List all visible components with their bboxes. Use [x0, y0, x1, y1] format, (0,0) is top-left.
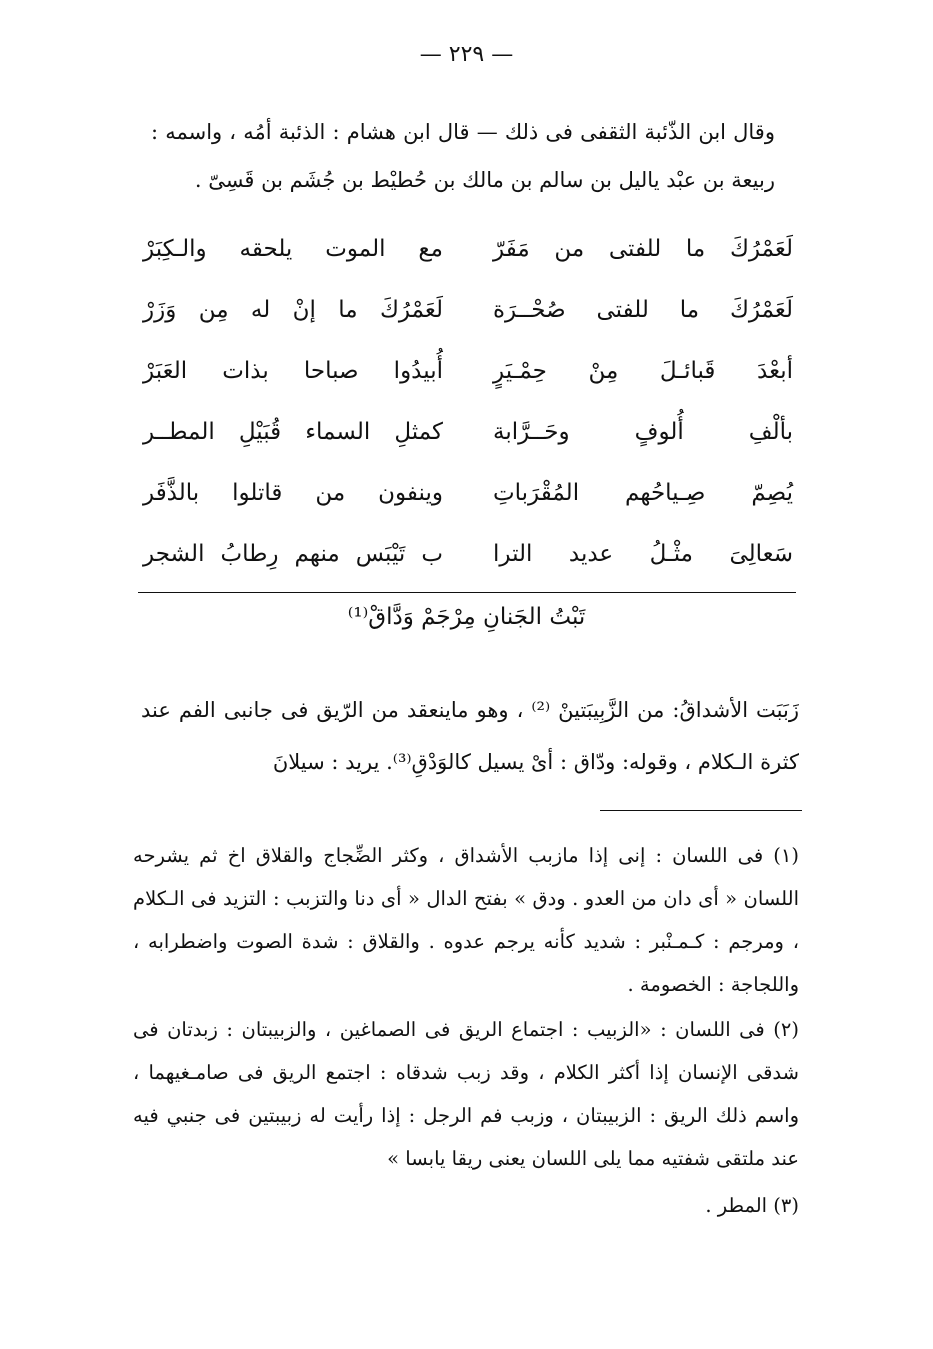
- verse-4-first-hemistich: بألْفِ أُلوفٍ وحَــرَّابة: [493, 419, 793, 445]
- verse-6-first-hemistich: سَعالِىَ مثْـلُ عديد الترا: [493, 541, 793, 567]
- footnotes: [133, 834, 799, 1229]
- verse-1-second-hemistich: مع الموت يلحقه والـكِبَرْ: [143, 236, 443, 262]
- verse-5-first-hemistich: يُصِمّ صِـياحُهم المُقْرَباتِ: [493, 480, 793, 506]
- verse-3: [143, 350, 793, 411]
- verse-5: [143, 472, 793, 533]
- page-number: — ٢٢٩ —: [419, 42, 514, 67]
- footnote-2: (٢) فى اللسان : «الزبيب : اجتماع الريق فى الصماغين ، والزبيبتان : زبدتان فى شدقى الإنسان إذا أكثر الكلام ، وقد زبب شدقاه : اجتمع الريق فى صامـغيهما ، واسم ذلك الريق : الزبيبتان ، وزبب فم الرجل : إذا رأيت له زبيبتين فى جنبي فيه عند ملتقى شفتيه مما يلى اللسان يعنى ريقا يابسا »: [133, 1018, 799, 1170]
- footnote-3: (٣) المطر .: [705, 1194, 799, 1217]
- quoted-verse: تَبْتُ الجَنانِ مِرْجَمْ وَدَّاقْ⁽¹⁾: [347, 604, 586, 630]
- poem: [143, 228, 793, 594]
- verse-3-second-hemistich: أُبيدُوا صباحا بذات العَبَرْ: [143, 358, 443, 384]
- verse-6: [143, 533, 793, 594]
- verse-1: [143, 228, 793, 289]
- verse-2-second-hemistich: لَعَمْرُكَ ما إنْ له مِن وَزَرْ: [143, 297, 443, 323]
- verse-5-second-hemistich: وينفون من قاتلوا بالذَّفَر: [143, 480, 443, 506]
- verse-4-second-hemistich: كمثلِ السماء قُبَيْلِ المطــر: [143, 419, 443, 445]
- footnote-1: (١) فى اللسان : إنى إذا مازبب الأشداق ، وكثر الضِّجاج والقلاق اخ ثم يشرحه اللسان « أى دان من العدو . ودق » بفتح الدال « أى دنا والتزبب : التزيد فى الـكلام ، ومرجم : كـمـنْبر : شديد كأنه يرجم عدوه . والقلاق : شدة الصوت واضطرابه ، واللجاجة : الخصومة .: [133, 844, 799, 996]
- verse-2: [143, 289, 793, 350]
- section-divider: [138, 592, 796, 593]
- verse-3-first-hemistich: أبعْدَ قَبائـلَ مِنْ حِمْـيَرٍ: [493, 358, 793, 384]
- verse-1-first-hemistich: لَعَمْرُكَ ما للفتى من مَفَرّ: [493, 236, 793, 262]
- intro-paragraph: وقال ابن الذّئبة الثقفى فى ذلك — قال ابن هشام : الذئبة أمُه ، واسمه : ربيعة بن عبْد ياليل بن سالم بن مالك بن حُطيْط بن جُشَم بن قَسِىّ .: [151, 120, 775, 192]
- verse-4: [143, 411, 793, 472]
- verse-2-first-hemistich: لَعَمْرُكَ ما للفتى صُحْــرَة: [493, 297, 793, 323]
- verse-6-second-hemistich: ب تَيْبَس منهم رِطابُ الشجر: [143, 541, 443, 567]
- footnote-divider: [600, 810, 802, 811]
- commentary-paragraph: زَبَبَت الأشداقُ: من الزَّبِيبَتينْ ⁽²⁾ ، وهو ماينعقد من الرّيق فى جانبى الفم عند كثرة الـكلام ، وقوله: ودّاق : أىْ يسيل كالوَدْقِ⁽³⁾. يريد : سيلانَ: [141, 698, 799, 774]
